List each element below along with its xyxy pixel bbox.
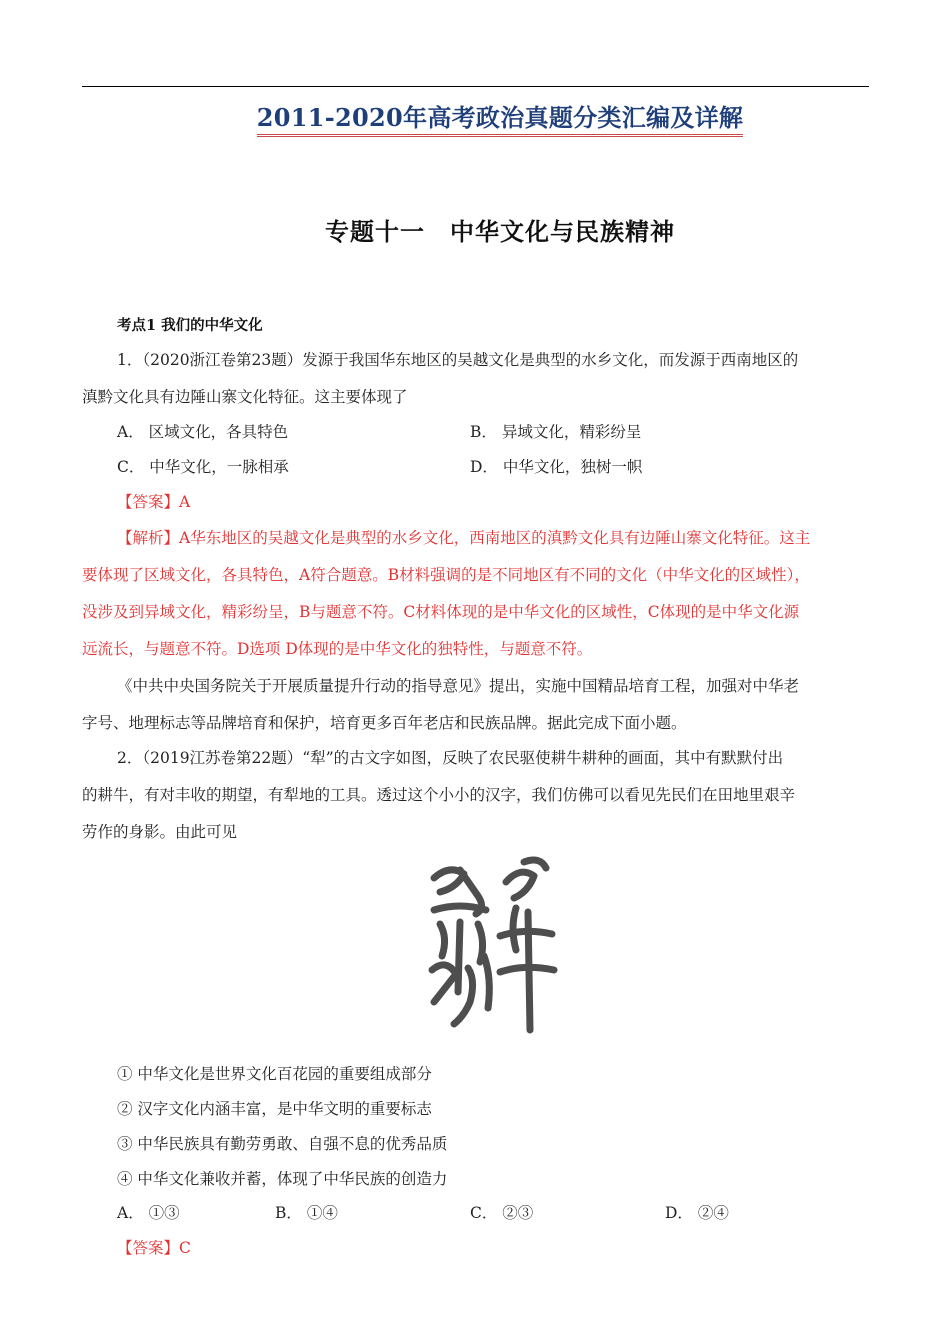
q1-option-b: B． 异域文化，精彩纷呈 — [470, 423, 642, 441]
q2-option-b: B． ①④ — [275, 1204, 338, 1222]
q2-option-c: C． ②③ — [470, 1204, 534, 1222]
chapter-title: 专题十一 中华文化与民族精神 — [325, 218, 675, 246]
q2-stem-line3: 劳作的身影。由此可见 — [82, 823, 238, 841]
q2-statement-1: ① 中华文化是世界文化百花园的重要组成部分 — [117, 1065, 432, 1083]
q1-analysis-line2: 要体现了区域文化，各具特色，A符合题意。B材料强调的是不同地区有不同的文化（中华文化的区域性）， — [82, 566, 810, 584]
q2-stem-line1: 2．（2019江苏卷第22题）“犁”的古文字如图，反映了农民驱使耕牛耕种的画面，其中有默默付出 — [117, 749, 784, 767]
q2-option-d: D． ②④ — [665, 1204, 729, 1222]
q1-analysis-line3: 没涉及到异域文化，精彩纷呈，B与题意不符。C材料体现的是中华文化的区域性，C体现的是中华文化源 — [82, 603, 800, 621]
section-heading: 考点1 我们的中华文化 — [117, 317, 263, 334]
q2-statement-2: ② 汉字文化内涵丰富，是中华文明的重要标志 — [117, 1100, 432, 1118]
q1-analysis-line1: 【解析】A华东地区的吴越文化是典型的水乡文化，西南地区的滇黔文化具有边陲山寨文化特征。这主 — [117, 529, 811, 547]
q1-answer: 【答案】A — [117, 493, 191, 511]
q2-statement-4: ④ 中华文化兼收并蓄，体现了中华民族的创造力 — [117, 1170, 448, 1188]
q1-option-a: A． 区域文化，各具特色 — [117, 423, 289, 441]
q2-answer: 【答案】C — [117, 1239, 191, 1257]
passage-line2: 字号、地理标志等品牌培育和保护，培育更多百年老店和民族品牌。据此完成下面小题。 — [82, 714, 687, 732]
q2-stem-line2: 的耕牛，有对丰收的期望，有犁地的工具。透过这个小小的汉字，我们仿佛可以看见先民们在田地里艰辛 — [82, 786, 796, 804]
ancient-li-character-image — [420, 852, 560, 1040]
q1-option-c: C． 中华文化，一脉相承 — [117, 458, 289, 476]
q1-stem-line1: 1．（2020浙江卷第23题）发源于我国华东地区的吴越文化是典型的水乡文化，而发源于西南地区的 — [117, 351, 799, 369]
q1-analysis-line4: 远流长，与题意不符。D选项 D体现的是中华文化的独特性，与题意不符。 — [82, 640, 593, 658]
q2-option-a: A． ①③ — [117, 1204, 180, 1222]
q2-statement-3: ③ 中华民族具有勤劳勇敢、自强不息的优秀品质 — [117, 1135, 448, 1153]
q1-stem-line2: 滇黔文化具有边陲山寨文化特征。这主要体现了 — [82, 388, 408, 406]
passage-line1: 《中共中央国务院关于开展质量提升行动的指导意见》提出，实施中国精品培育工程，加强对中华老 — [117, 677, 800, 695]
q1-option-d: D． 中华文化，独树一帜 — [470, 458, 643, 476]
document-title: 2011-2020年高考政治真题分类汇编及详解 — [0, 98, 950, 133]
header-rule — [82, 86, 869, 87]
